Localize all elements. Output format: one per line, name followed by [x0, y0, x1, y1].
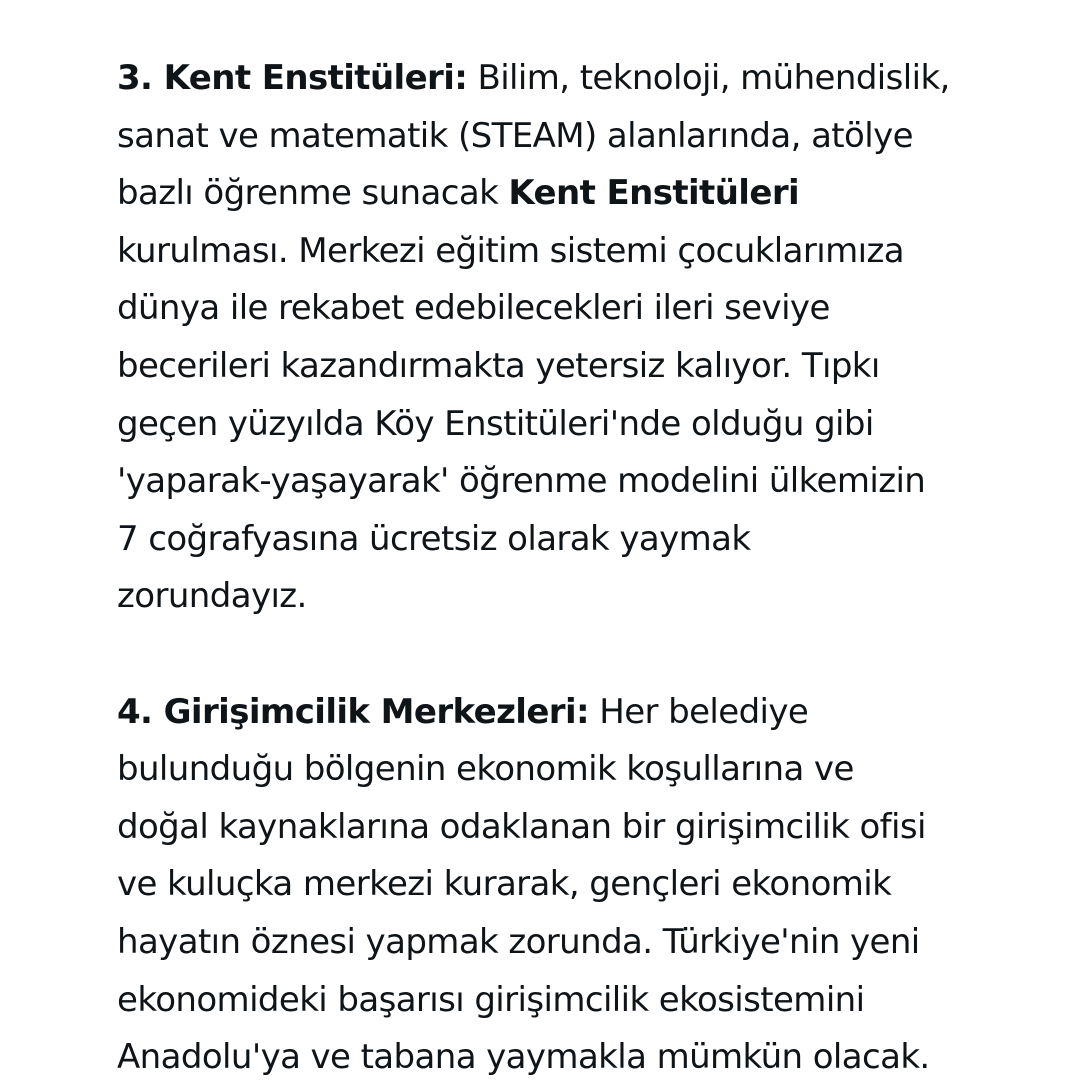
text-line: sanat ve matematik (STEAM) alanlarında, atölye: [117, 115, 913, 156]
post-text-body: [117, 50, 1017, 1087]
text-line: 3. Kent Enstitüleri: Bilim, teknoloji, mühendislik,: [117, 58, 950, 98]
text-line: bazlı öğrenme sunacak Kent Enstitüleri: [117, 173, 800, 214]
text-line: 'yaparak-yaşayarak' öğrenme modelini ülkemizin: [117, 461, 926, 502]
text-line: bulunduğu bölgenin ekonomik koşullarına ve: [117, 749, 854, 790]
section-heading: 4. Girişimcilik Merkezleri:: [117, 691, 590, 732]
text-line: hayatın öznesi yapmak zorunda. Türkiye'nin yeni: [117, 921, 920, 962]
text-line: ekonomideki başarısı girişimcilik ekosistemini: [117, 979, 865, 1020]
text-line: kurulması. Merkezi eğitim sistemi çocuklarımıza: [117, 230, 904, 271]
text-line: 4. Girişimcilik Merkezleri: Her belediye: [117, 691, 809, 732]
paragraph-girisimcilik-merkezleri: [117, 684, 1017, 1087]
paragraph-gap: [117, 626, 1017, 684]
text-line: doğal kaynaklarına odaklanan bir girişimcilik ofisi: [117, 806, 926, 847]
text-line: Anadolu'ya ve tabana yaymakla mümkün olacak.: [117, 1037, 930, 1078]
inline-bold-term: Kent Enstitüleri: [508, 173, 800, 214]
paragraph-kent-enstituleri: [117, 50, 1017, 626]
section-heading: 3. Kent Enstitüleri:: [117, 58, 468, 98]
text-line: becerileri kazandırmakta yetersiz kalıyor. Tıpkı: [117, 345, 880, 386]
text-line: zorundayız.: [117, 576, 307, 617]
text-line: geçen yüzyılda Köy Enstitüleri'nde olduğu gibi: [117, 403, 874, 444]
text-line: ve kuluçka merkezi kurarak, gençleri ekonomik: [117, 864, 892, 905]
text-line: 7 coğrafyasına ücretsiz olarak yaymak: [117, 518, 751, 559]
text-line: dünya ile rekabet edebilecekleri ileri seviye: [117, 288, 830, 329]
